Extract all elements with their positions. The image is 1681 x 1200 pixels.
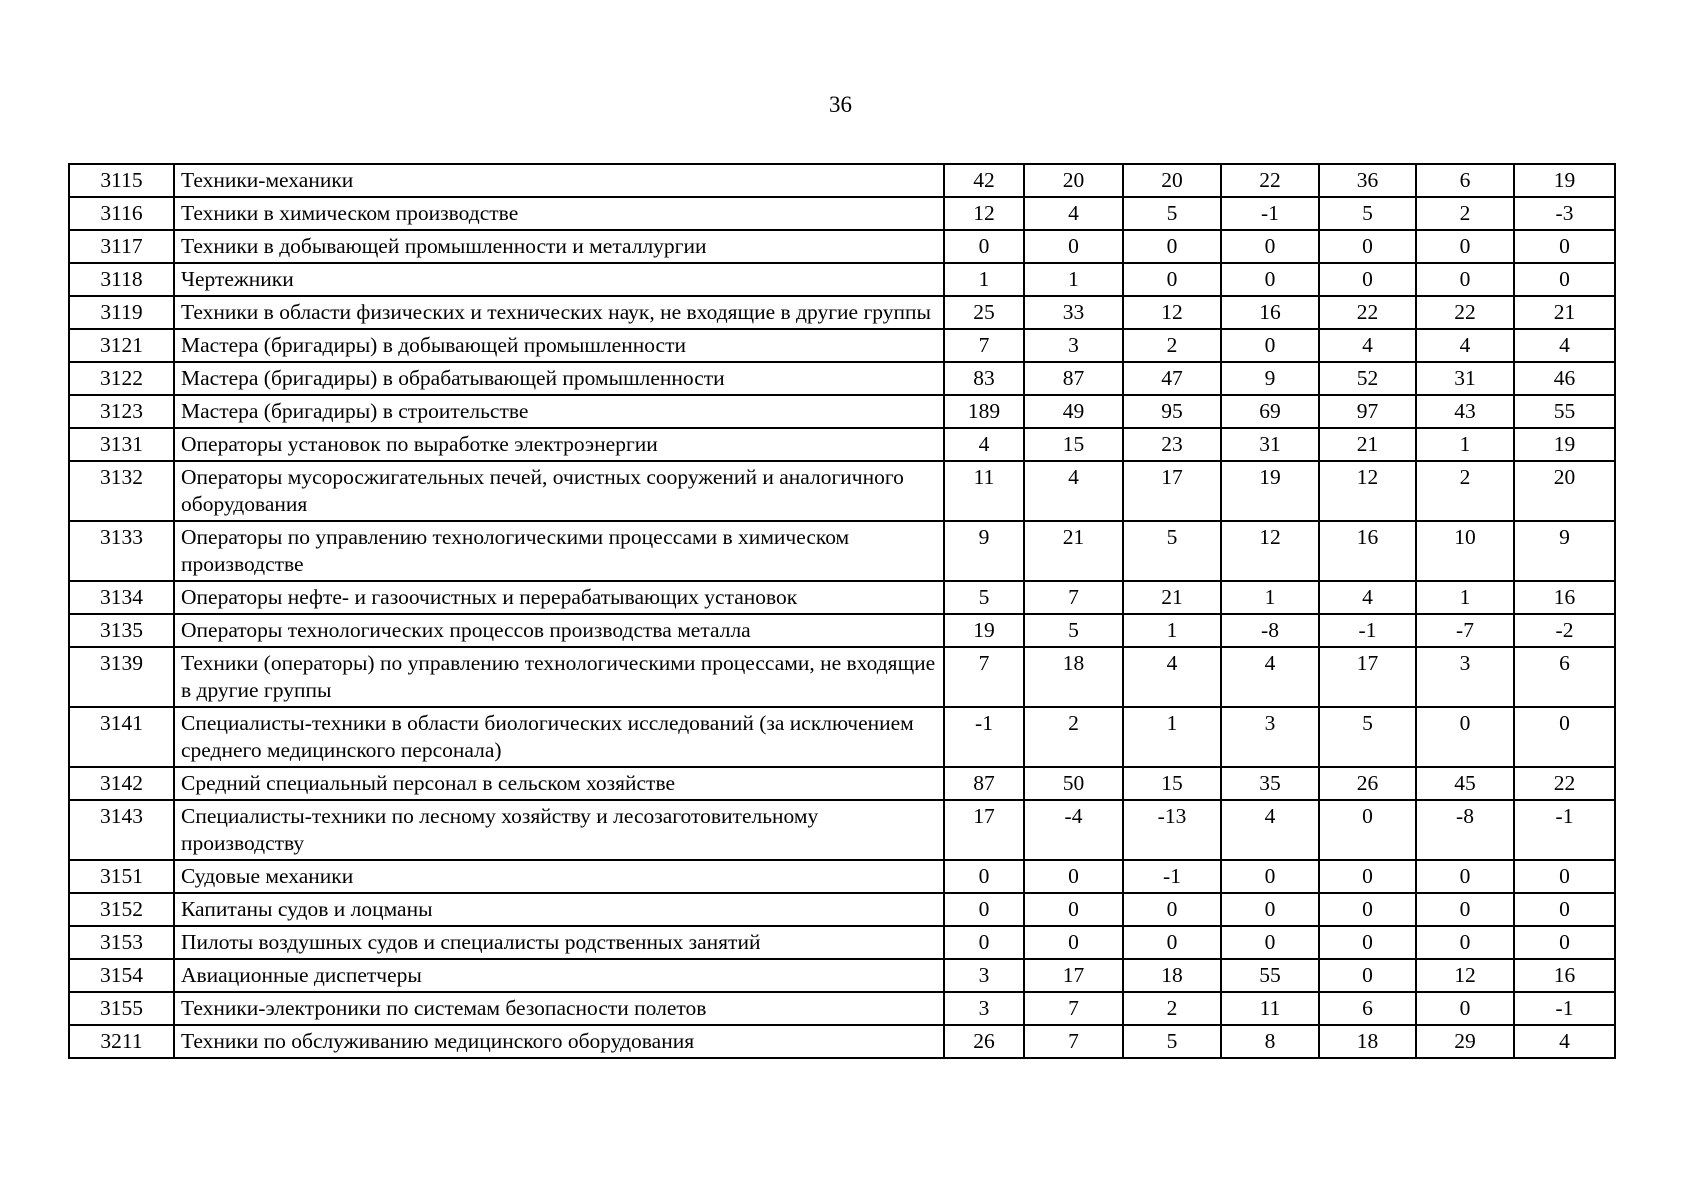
value-cell-7: 0	[1514, 860, 1615, 893]
occupation-code-cell: 3118	[69, 263, 174, 296]
value-cell-5: 18	[1319, 1025, 1416, 1058]
value-cell-1: 11	[944, 461, 1024, 521]
value-cell-7: 0	[1514, 926, 1615, 959]
value-cell-5: 6	[1319, 992, 1416, 1025]
value-cell-4: 3	[1221, 707, 1319, 767]
value-cell-6: 4	[1416, 329, 1514, 362]
value-cell-3: 12	[1123, 296, 1221, 329]
value-cell-5: 0	[1319, 893, 1416, 926]
value-cell-4: 0	[1221, 860, 1319, 893]
value-cell-2: 0	[1024, 230, 1123, 263]
value-cell-7: 19	[1514, 164, 1615, 197]
value-cell-6: -8	[1416, 800, 1514, 860]
value-cell-1: 83	[944, 362, 1024, 395]
occupation-name-cell: Мастера (бригадиры) в обрабатывающей промышленности	[174, 362, 944, 395]
value-cell-4: 31	[1221, 428, 1319, 461]
value-cell-5: 5	[1319, 197, 1416, 230]
occupation-name-cell: Техники-механики	[174, 164, 944, 197]
value-cell-6: 1	[1416, 428, 1514, 461]
occupation-name-cell: Чертежники	[174, 263, 944, 296]
occupation-name-cell: Операторы технологических процессов производства металла	[174, 614, 944, 647]
value-cell-2: 0	[1024, 893, 1123, 926]
occupation-name-cell: Мастера (бригадиры) в строительстве	[174, 395, 944, 428]
value-cell-1: 42	[944, 164, 1024, 197]
value-cell-4: 0	[1221, 926, 1319, 959]
value-cell-7: 0	[1514, 230, 1615, 263]
occupation-name-cell: Специалисты-техники в области биологических исследований (за исключением среднего медицинского персонала)	[174, 707, 944, 767]
value-cell-7: 0	[1514, 707, 1615, 767]
value-cell-4: 0	[1221, 329, 1319, 362]
occupation-name-cell: Специалисты-техники по лесному хозяйству и лесозаготовительному производству	[174, 800, 944, 860]
value-cell-4: 12	[1221, 521, 1319, 581]
value-cell-4: 35	[1221, 767, 1319, 800]
occupation-code-cell: 3132	[69, 461, 174, 521]
value-cell-2: 3	[1024, 329, 1123, 362]
value-cell-3: 5	[1123, 197, 1221, 230]
table-row	[69, 461, 1615, 521]
table-row	[69, 926, 1615, 959]
occupation-code-cell: 3123	[69, 395, 174, 428]
value-cell-2: 5	[1024, 614, 1123, 647]
value-cell-6: 3	[1416, 647, 1514, 707]
value-cell-4: 69	[1221, 395, 1319, 428]
value-cell-7: -3	[1514, 197, 1615, 230]
value-cell-3: 0	[1123, 893, 1221, 926]
value-cell-3: 2	[1123, 992, 1221, 1025]
value-cell-2: 15	[1024, 428, 1123, 461]
value-cell-7: -2	[1514, 614, 1615, 647]
value-cell-6: 2	[1416, 197, 1514, 230]
occupation-name-cell: Средний специальный персонал в сельском хозяйстве	[174, 767, 944, 800]
occupation-name-cell: Мастера (бригадиры) в добывающей промышленности	[174, 329, 944, 362]
value-cell-3: 17	[1123, 461, 1221, 521]
value-cell-4: 55	[1221, 959, 1319, 992]
value-cell-2: -4	[1024, 800, 1123, 860]
table-body	[69, 164, 1615, 1058]
table-row	[69, 959, 1615, 992]
value-cell-4: 0	[1221, 263, 1319, 296]
value-cell-6: 0	[1416, 707, 1514, 767]
table-row	[69, 428, 1615, 461]
occupation-name-cell: Авиационные диспетчеры	[174, 959, 944, 992]
occupation-code-cell: 3133	[69, 521, 174, 581]
occupation-code-cell: 3134	[69, 581, 174, 614]
value-cell-3: 21	[1123, 581, 1221, 614]
table-row	[69, 800, 1615, 860]
value-cell-3: 47	[1123, 362, 1221, 395]
value-cell-3: 5	[1123, 1025, 1221, 1058]
value-cell-5: 26	[1319, 767, 1416, 800]
table-row	[69, 767, 1615, 800]
value-cell-6: 10	[1416, 521, 1514, 581]
value-cell-2: 49	[1024, 395, 1123, 428]
value-cell-2: 2	[1024, 707, 1123, 767]
value-cell-2: 17	[1024, 959, 1123, 992]
occupation-code-cell: 3115	[69, 164, 174, 197]
value-cell-2: 4	[1024, 197, 1123, 230]
occupation-code-cell: 3155	[69, 992, 174, 1025]
value-cell-5: 5	[1319, 707, 1416, 767]
table-row	[69, 581, 1615, 614]
value-cell-4: -8	[1221, 614, 1319, 647]
value-cell-3: 4	[1123, 647, 1221, 707]
occupation-code-cell: 3135	[69, 614, 174, 647]
value-cell-4: -1	[1221, 197, 1319, 230]
table-row	[69, 521, 1615, 581]
occupation-name-cell: Техники-электроники по системам безопасности полетов	[174, 992, 944, 1025]
value-cell-1: 0	[944, 893, 1024, 926]
value-cell-1: 12	[944, 197, 1024, 230]
value-cell-7: 0	[1514, 263, 1615, 296]
value-cell-7: 4	[1514, 1025, 1615, 1058]
value-cell-6: 43	[1416, 395, 1514, 428]
value-cell-4: 0	[1221, 893, 1319, 926]
value-cell-5: 22	[1319, 296, 1416, 329]
value-cell-5: 12	[1319, 461, 1416, 521]
value-cell-7: 9	[1514, 521, 1615, 581]
table-row	[69, 860, 1615, 893]
occupation-code-cell: 3117	[69, 230, 174, 263]
value-cell-7: -1	[1514, 992, 1615, 1025]
value-cell-3: 0	[1123, 926, 1221, 959]
value-cell-7: 20	[1514, 461, 1615, 521]
value-cell-5: 4	[1319, 581, 1416, 614]
table-row	[69, 707, 1615, 767]
value-cell-6: 1	[1416, 581, 1514, 614]
value-cell-3: 15	[1123, 767, 1221, 800]
value-cell-5: 17	[1319, 647, 1416, 707]
value-cell-6: 0	[1416, 992, 1514, 1025]
value-cell-7: 4	[1514, 329, 1615, 362]
value-cell-3: 20	[1123, 164, 1221, 197]
value-cell-7: 46	[1514, 362, 1615, 395]
table-row	[69, 893, 1615, 926]
value-cell-5: 0	[1319, 926, 1416, 959]
value-cell-5: 4	[1319, 329, 1416, 362]
value-cell-6: 45	[1416, 767, 1514, 800]
value-cell-4: 8	[1221, 1025, 1319, 1058]
value-cell-6: 29	[1416, 1025, 1514, 1058]
occupation-name-cell: Судовые механики	[174, 860, 944, 893]
table-row	[69, 395, 1615, 428]
page-number: 36	[829, 92, 852, 117]
occupation-code-cell: 3151	[69, 860, 174, 893]
value-cell-6: 0	[1416, 926, 1514, 959]
value-cell-6: 2	[1416, 461, 1514, 521]
value-cell-2: 4	[1024, 461, 1123, 521]
value-cell-1: 7	[944, 647, 1024, 707]
value-cell-6: 6	[1416, 164, 1514, 197]
table-row	[69, 263, 1615, 296]
value-cell-1: 3	[944, 992, 1024, 1025]
value-cell-1: 0	[944, 926, 1024, 959]
value-cell-5: 36	[1319, 164, 1416, 197]
occupation-name-cell: Техники по обслуживанию медицинского оборудования	[174, 1025, 944, 1058]
table-row	[69, 329, 1615, 362]
value-cell-1: 17	[944, 800, 1024, 860]
value-cell-3: 1	[1123, 614, 1221, 647]
occupation-code-cell: 3154	[69, 959, 174, 992]
occupation-code-cell: 3119	[69, 296, 174, 329]
occupation-code-cell: 3153	[69, 926, 174, 959]
value-cell-7: 16	[1514, 581, 1615, 614]
value-cell-5: 21	[1319, 428, 1416, 461]
value-cell-2: 33	[1024, 296, 1123, 329]
value-cell-4: 9	[1221, 362, 1319, 395]
table-row	[69, 197, 1615, 230]
value-cell-5: 0	[1319, 860, 1416, 893]
value-cell-2: 7	[1024, 992, 1123, 1025]
occupation-name-cell: Операторы по управлению технологическими процессами в химическом производстве	[174, 521, 944, 581]
value-cell-6: 0	[1416, 263, 1514, 296]
value-cell-5: -1	[1319, 614, 1416, 647]
value-cell-3: 5	[1123, 521, 1221, 581]
value-cell-2: 20	[1024, 164, 1123, 197]
value-cell-7: 22	[1514, 767, 1615, 800]
value-cell-5: 0	[1319, 959, 1416, 992]
value-cell-7: 21	[1514, 296, 1615, 329]
value-cell-2: 21	[1024, 521, 1123, 581]
value-cell-2: 87	[1024, 362, 1123, 395]
value-cell-6: 12	[1416, 959, 1514, 992]
value-cell-4: 16	[1221, 296, 1319, 329]
value-cell-7: 6	[1514, 647, 1615, 707]
value-cell-6: 0	[1416, 893, 1514, 926]
occupation-name-cell: Техники в области физических и технических наук, не входящие в другие группы	[174, 296, 944, 329]
occupation-name-cell: Операторы установок по выработке электроэнергии	[174, 428, 944, 461]
value-cell-6: 0	[1416, 860, 1514, 893]
value-cell-4: 0	[1221, 230, 1319, 263]
value-cell-5: 97	[1319, 395, 1416, 428]
occupation-code-cell: 3116	[69, 197, 174, 230]
value-cell-1: 4	[944, 428, 1024, 461]
value-cell-4: 22	[1221, 164, 1319, 197]
value-cell-5: 0	[1319, 263, 1416, 296]
occupation-code-cell: 3131	[69, 428, 174, 461]
value-cell-1: 25	[944, 296, 1024, 329]
value-cell-1: 3	[944, 959, 1024, 992]
value-cell-7: 16	[1514, 959, 1615, 992]
value-cell-2: 7	[1024, 581, 1123, 614]
value-cell-4: 4	[1221, 800, 1319, 860]
value-cell-1: 87	[944, 767, 1024, 800]
value-cell-7: 0	[1514, 893, 1615, 926]
value-cell-2: 0	[1024, 860, 1123, 893]
occupation-name-cell: Пилоты воздушных судов и специалисты родственных занятий	[174, 926, 944, 959]
value-cell-5: 52	[1319, 362, 1416, 395]
value-cell-1: 5	[944, 581, 1024, 614]
value-cell-4: 1	[1221, 581, 1319, 614]
occupation-table	[68, 163, 1616, 1059]
occupation-name-cell: Операторы мусоросжигательных печей, очистных сооружений и аналогичного оборудования	[174, 461, 944, 521]
table-row	[69, 230, 1615, 263]
value-cell-1: 19	[944, 614, 1024, 647]
table-row	[69, 614, 1615, 647]
value-cell-1: 0	[944, 230, 1024, 263]
value-cell-3: 1	[1123, 707, 1221, 767]
value-cell-5: 0	[1319, 230, 1416, 263]
value-cell-1: 7	[944, 329, 1024, 362]
occupation-code-cell: 3152	[69, 893, 174, 926]
value-cell-2: 7	[1024, 1025, 1123, 1058]
value-cell-6: -7	[1416, 614, 1514, 647]
table-row	[69, 647, 1615, 707]
value-cell-5: 16	[1319, 521, 1416, 581]
value-cell-6: 22	[1416, 296, 1514, 329]
value-cell-1: 1	[944, 263, 1024, 296]
occupation-code-cell: 3142	[69, 767, 174, 800]
occupation-code-cell: 3141	[69, 707, 174, 767]
value-cell-3: 95	[1123, 395, 1221, 428]
value-cell-3: 2	[1123, 329, 1221, 362]
value-cell-3: -13	[1123, 800, 1221, 860]
occupation-name-cell: Операторы нефте- и газоочистных и перерабатывающих установок	[174, 581, 944, 614]
occupation-code-cell: 3143	[69, 800, 174, 860]
value-cell-2: 18	[1024, 647, 1123, 707]
occupation-code-cell: 3121	[69, 329, 174, 362]
value-cell-1: 26	[944, 1025, 1024, 1058]
occupation-code-cell: 3139	[69, 647, 174, 707]
value-cell-2: 1	[1024, 263, 1123, 296]
table-row	[69, 164, 1615, 197]
value-cell-7: -1	[1514, 800, 1615, 860]
value-cell-1: 189	[944, 395, 1024, 428]
occupation-name-cell: Техники (операторы) по управлению технологическими процессами, не входящие в другие группы	[174, 647, 944, 707]
occupation-code-cell: 3211	[69, 1025, 174, 1058]
value-cell-3: 0	[1123, 230, 1221, 263]
value-cell-2: 0	[1024, 926, 1123, 959]
occupation-name-cell: Капитаны судов и лоцманы	[174, 893, 944, 926]
table-row	[69, 1025, 1615, 1058]
value-cell-7: 19	[1514, 428, 1615, 461]
value-cell-1: 9	[944, 521, 1024, 581]
value-cell-3: 18	[1123, 959, 1221, 992]
value-cell-7: 55	[1514, 395, 1615, 428]
value-cell-4: 4	[1221, 647, 1319, 707]
value-cell-3: -1	[1123, 860, 1221, 893]
value-cell-2: 50	[1024, 767, 1123, 800]
table-row	[69, 992, 1615, 1025]
value-cell-1: -1	[944, 707, 1024, 767]
value-cell-3: 0	[1123, 263, 1221, 296]
occupation-code-cell: 3122	[69, 362, 174, 395]
value-cell-4: 11	[1221, 992, 1319, 1025]
value-cell-4: 19	[1221, 461, 1319, 521]
value-cell-3: 23	[1123, 428, 1221, 461]
value-cell-5: 0	[1319, 800, 1416, 860]
table-row	[69, 296, 1615, 329]
table-row	[69, 362, 1615, 395]
value-cell-6: 31	[1416, 362, 1514, 395]
occupation-name-cell: Техники в добывающей промышленности и металлургии	[174, 230, 944, 263]
occupation-name-cell: Техники в химическом производстве	[174, 197, 944, 230]
value-cell-6: 0	[1416, 230, 1514, 263]
value-cell-1: 0	[944, 860, 1024, 893]
